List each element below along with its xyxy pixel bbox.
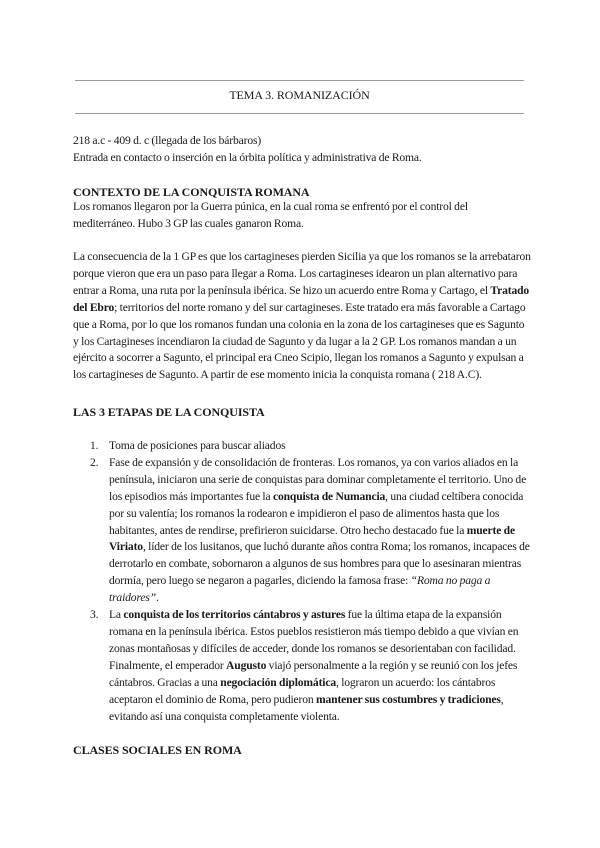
contexto-paragraph-1 (73, 199, 531, 233)
item2-text-1: Fase de expansión y de consolidación de fronteras. Los romanos, ya con varios aliados en la península, iniciaron una serie de conquistas para dominar completamente el territorio. Uno de los episodios más importantes fue la (109, 455, 527, 503)
item3-text-2: fue la última etapa de la expansión romana en la península ibérica. Estos pueblos resistieron más tiempo debido a que vivían en zonas montañosas y difíciles de acceder, donde los romanos se desorientaban con facilidad. Finalmente, el emperador (109, 608, 519, 672)
conquista-cantabros-bold: conquista de los territorios cántabros y astures (123, 608, 346, 622)
list-item (73, 455, 531, 607)
item2-text-3: , líder de los lusitanos, que luchó durante años contra Roma; los romanos, incapaces de derrotarlo en combate, sobornaron a algunos de sus hombres para que lo asesinaran mientras dormía, pero luego se negaron a pagarles, diciendo la famosa frase: (109, 540, 530, 588)
item3-text-5: , evitando así una conquista completamente violenta. (109, 692, 504, 723)
augusto-bold: Augusto (226, 658, 267, 672)
contexto-heading: CONTEXTO DE LA CONQUISTA ROMANA (73, 185, 310, 199)
item3-text-1: La (109, 608, 124, 622)
top-rule (75, 80, 524, 81)
negociacion-diplomatica-bold: negociación diplomática (220, 675, 336, 689)
list-number: 2. (90, 455, 99, 469)
list-number: 1. (90, 439, 99, 452)
intro-dates: 218 a.c - 409 d. c (llegada de los bárbaros) (73, 134, 262, 147)
tratado-del-ebro-bold: Tratado del Ebro (73, 283, 530, 314)
para2-text-b: ; territorios del norte romano y del sur cartagineses. Este tratado era más favorable a Cartago que a Roma, por lo que los romanos fundan una colonia en la zona de los cartagineses que es Sagunto y los Cartagineses incendiaron la ciudad de Sagunto y da lugar a la 2 GP. Los romanos mandan a un ejército a socorrer a Sagunto, el principal era Cneo Scipio, llegan los romanos a Sagunto y expulsan a los cartagineses de Sagunto. A partir de ese momento inicia la conquista romana ( 218 A.C). (73, 300, 526, 382)
item3-text-3: viajó personalmente a la región y se reunió con los jefes cántabros. Gracias a una (109, 658, 518, 689)
roma-no-paga-quote: “Roma no paga a traidores” (109, 574, 491, 605)
list-item (73, 438, 531, 455)
intro-definition: Entrada en contacto o inserción en la órbita política y administrativa de Roma. (73, 150, 422, 164)
list-item-text: Toma de posiciones para buscar aliados (109, 439, 286, 452)
clases-heading: CLASES SOCIALES EN ROMA (73, 743, 242, 757)
item3-text-4: , lograron un acuerdo: los cántabros aceptaron el dominio de Roma, pero pudieron (109, 675, 496, 706)
contexto-para1-text: Los romanos llegaron por la Guerra púnica, en la cual roma se enfrentó por el control del mediterráneo. Hubo 3 GP las cuales ganaron Roma. (73, 200, 468, 230)
item2-text-4: . (156, 591, 159, 605)
title-bottom-rule (75, 113, 524, 114)
page-title: TEMA 3. ROMANIZACIÓN (229, 88, 370, 102)
list-number: 3. (90, 608, 99, 622)
list-item (73, 607, 531, 725)
intro-section (73, 133, 531, 167)
etapas-list (73, 438, 531, 725)
muerte-viriato-bold: muerte de Viriato (109, 523, 515, 554)
etapas-heading: LAS 3 ETAPAS DE LA CONQUISTA (73, 405, 265, 419)
conquista-numancia-bold: conquista de Numancia (272, 489, 386, 503)
item2-text-2: , una ciudad celtíbera conocida por su valentía; los romanos la rodearon e impidieron el paso de alimentos hasta que los habitantes, antes de rendirse, prefirieron suicidarse. Otro hecho destacado fue la (109, 489, 524, 537)
contexto-paragraph-2 (73, 249, 531, 384)
mantener-costumbres-bold: mantener sus costumbres y tradiciones (316, 692, 501, 706)
para2-text-a: La consecuencia de la 1 GP es que los cartagineses pierden Sicilia ya que los romanos se la arrebataron porque vieron que era un paso para llegar a Roma. Los cartagineses idearon un plan alternativo para entrar a Roma, una ruta por la península ibérica. Se hizo un acuerdo entre Roma y Cartago, el (73, 250, 531, 297)
